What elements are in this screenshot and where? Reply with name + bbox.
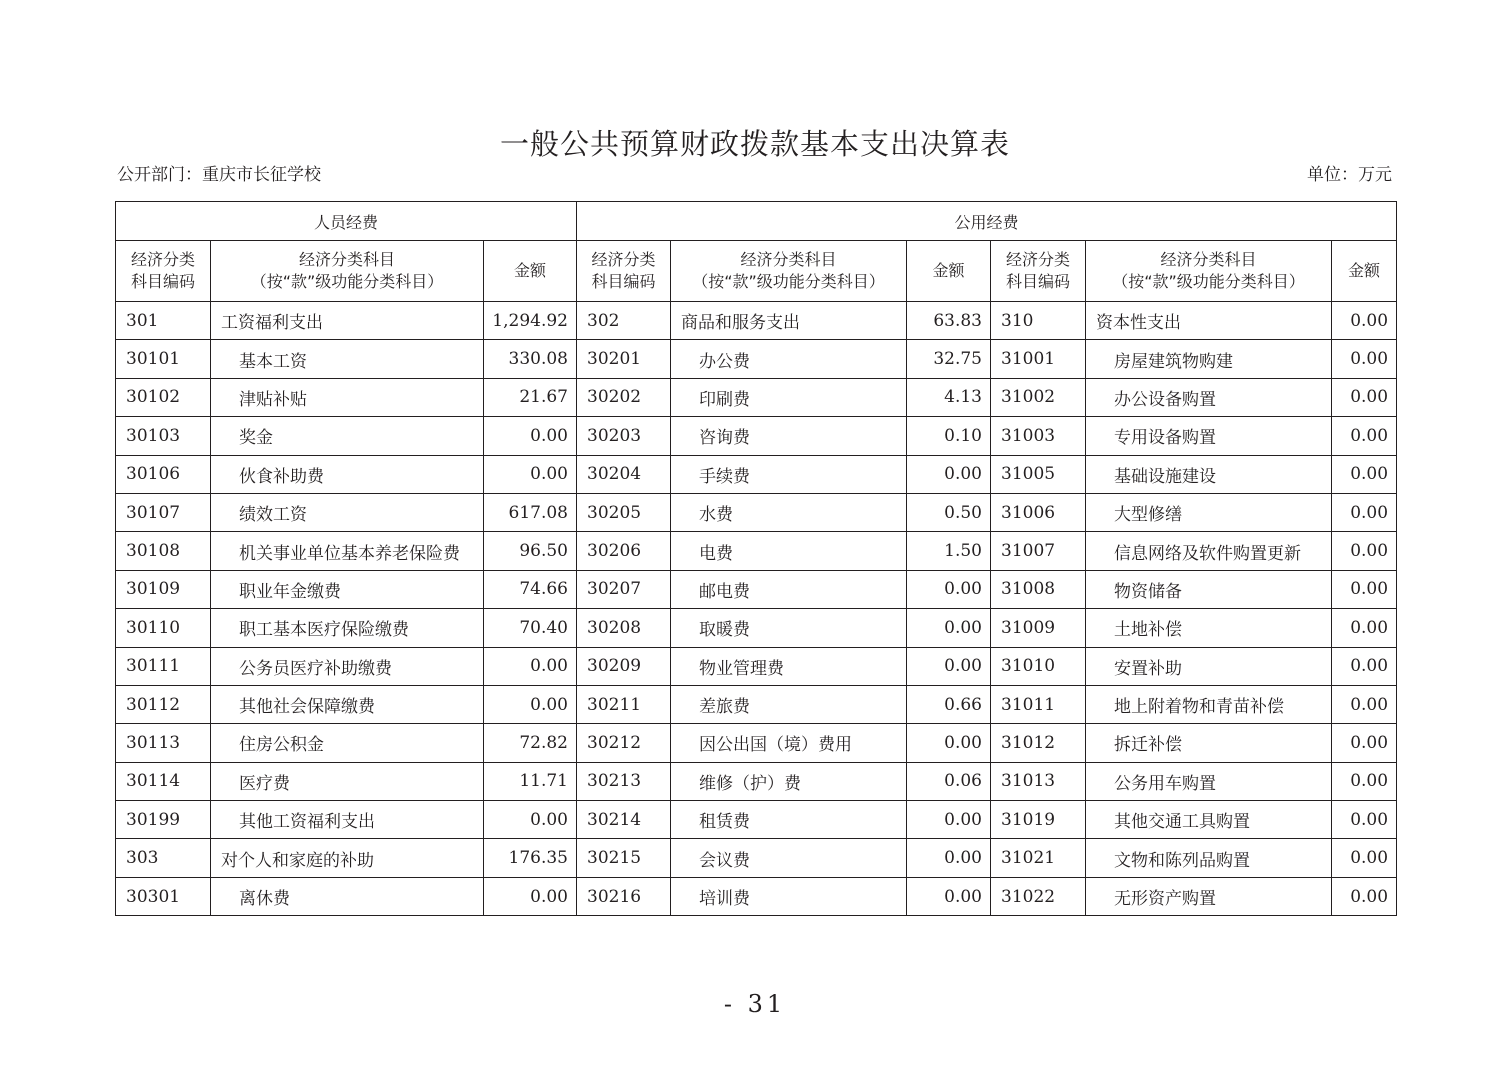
table-row bbox=[116, 455, 1397, 493]
cell-amount: 0.00 bbox=[484, 801, 577, 839]
cell-item-name: 其他工资福利支出 bbox=[211, 801, 484, 839]
table-row bbox=[116, 877, 1397, 915]
cell-code: 31011 bbox=[991, 685, 1086, 723]
cell-code: 30107 bbox=[116, 493, 211, 531]
cell-item-name: 商品和服务支出 bbox=[671, 302, 907, 340]
cell-code: 30208 bbox=[577, 609, 671, 647]
cell-item-name: 资本性支出 bbox=[1086, 302, 1332, 340]
cell-code: 31006 bbox=[991, 493, 1086, 531]
cell-item-name: 其他交通工具购置 bbox=[1086, 801, 1332, 839]
table-row bbox=[116, 493, 1397, 531]
cell-code: 31012 bbox=[991, 724, 1086, 762]
cell-item-name: 土地补偿 bbox=[1086, 609, 1332, 647]
cell-item-name: 租赁费 bbox=[671, 801, 907, 839]
cell-amount: 0.00 bbox=[907, 455, 991, 493]
cell-code: 30207 bbox=[577, 570, 671, 608]
cell-amount: 0.00 bbox=[484, 455, 577, 493]
cell-code: 30214 bbox=[577, 801, 671, 839]
cell-amount: 330.08 bbox=[484, 340, 577, 378]
table-row bbox=[116, 839, 1397, 877]
cell-item-name: 房屋建筑物购建 bbox=[1086, 340, 1332, 378]
cell-amount: 21.67 bbox=[484, 378, 577, 416]
cell-amount: 0.00 bbox=[1332, 685, 1397, 723]
cell-item-name: 拆迁补偿 bbox=[1086, 724, 1332, 762]
cell-amount: 0.66 bbox=[907, 685, 991, 723]
cell-code: 30114 bbox=[116, 762, 211, 800]
cell-amount: 0.00 bbox=[1332, 417, 1397, 455]
table-row bbox=[116, 609, 1397, 647]
cell-amount: 0.00 bbox=[1332, 647, 1397, 685]
cell-item-name: 公务员医疗补助缴费 bbox=[211, 647, 484, 685]
col-header-code-line2: 科目编码 bbox=[130, 272, 195, 291]
cell-item-name: 印刷费 bbox=[671, 378, 907, 416]
cell-item-name: 水费 bbox=[671, 493, 907, 531]
col-header-code bbox=[577, 241, 671, 302]
cell-item-name: 对个人和家庭的补助 bbox=[211, 839, 484, 877]
cell-amount: 0.00 bbox=[484, 417, 577, 455]
cell-item-name: 地上附着物和青苗补偿 bbox=[1086, 685, 1332, 723]
cell-amount: 0.00 bbox=[907, 570, 991, 608]
cell-amount: 0.00 bbox=[1332, 493, 1397, 531]
cell-amount: 0.00 bbox=[484, 877, 577, 915]
cell-item-name: 培训费 bbox=[671, 877, 907, 915]
table-row bbox=[116, 647, 1397, 685]
cell-item-name: 咨询费 bbox=[671, 417, 907, 455]
cell-code: 31007 bbox=[991, 532, 1086, 570]
cell-code: 30215 bbox=[577, 839, 671, 877]
budget-table bbox=[115, 201, 1397, 916]
cell-code: 30201 bbox=[577, 340, 671, 378]
cell-item-name: 津贴补贴 bbox=[211, 378, 484, 416]
cell-amount: 0.00 bbox=[1332, 570, 1397, 608]
col-header-amount: 金额 bbox=[484, 241, 577, 302]
cell-code: 30205 bbox=[577, 493, 671, 531]
cell-item-name: 办公费 bbox=[671, 340, 907, 378]
cell-amount: 0.00 bbox=[1332, 455, 1397, 493]
cell-item-name: 文物和陈列品购置 bbox=[1086, 839, 1332, 877]
col-header-code bbox=[991, 241, 1086, 302]
col-header-name bbox=[211, 241, 484, 302]
cell-item-name: 伙食补助费 bbox=[211, 455, 484, 493]
cell-amount: 0.00 bbox=[907, 647, 991, 685]
table-row bbox=[116, 801, 1397, 839]
cell-item-name: 奖金 bbox=[211, 417, 484, 455]
cell-item-name: 办公设备购置 bbox=[1086, 378, 1332, 416]
cell-amount: 0.50 bbox=[907, 493, 991, 531]
cell-item-name: 无形资产购置 bbox=[1086, 877, 1332, 915]
cell-item-name: 职工基本医疗保险缴费 bbox=[211, 609, 484, 647]
col-header-name-line1: 经济分类科目 bbox=[298, 250, 395, 269]
cell-code: 30112 bbox=[116, 685, 211, 723]
cell-code: 31008 bbox=[991, 570, 1086, 608]
cell-item-name: 信息网络及软件购置更新 bbox=[1086, 532, 1332, 570]
cell-code: 30212 bbox=[577, 724, 671, 762]
cell-code: 30213 bbox=[577, 762, 671, 800]
cell-code: 31010 bbox=[991, 647, 1086, 685]
cell-code: 31019 bbox=[991, 801, 1086, 839]
cell-amount: 96.50 bbox=[484, 532, 577, 570]
cell-code: 30202 bbox=[577, 378, 671, 416]
cell-amount: 11.71 bbox=[484, 762, 577, 800]
cell-code: 30109 bbox=[116, 570, 211, 608]
table-row bbox=[116, 340, 1397, 378]
cell-amount: 0.00 bbox=[1332, 378, 1397, 416]
cell-code: 30110 bbox=[116, 609, 211, 647]
cell-amount: 1.50 bbox=[907, 532, 991, 570]
cell-amount: 0.00 bbox=[1332, 532, 1397, 570]
cell-code: 30106 bbox=[116, 455, 211, 493]
cell-amount: 70.40 bbox=[484, 609, 577, 647]
cell-item-name: 机关事业单位基本养老保险费 bbox=[211, 532, 484, 570]
cell-code: 30206 bbox=[577, 532, 671, 570]
cell-amount: 63.83 bbox=[907, 302, 991, 340]
cell-item-name: 医疗费 bbox=[211, 762, 484, 800]
col-header-code-line2: 科目编码 bbox=[1005, 272, 1070, 291]
col-header-code-line1: 经济分类 bbox=[130, 250, 195, 269]
col-header-name bbox=[1086, 241, 1332, 302]
cell-code: 31002 bbox=[991, 378, 1086, 416]
cell-amount: 32.75 bbox=[907, 340, 991, 378]
col-header-name-line2: （按“款”级功能分类科目） bbox=[1112, 272, 1305, 291]
cell-code: 31001 bbox=[991, 340, 1086, 378]
table-row bbox=[116, 417, 1397, 455]
cell-amount: 176.35 bbox=[484, 839, 577, 877]
col-header-code-line2: 科目编码 bbox=[591, 272, 656, 291]
cell-amount: 1,294.92 bbox=[484, 302, 577, 340]
unit-label: 单位：万元 bbox=[1307, 165, 1392, 185]
cell-code: 31021 bbox=[991, 839, 1086, 877]
cell-item-name: 基础设施建设 bbox=[1086, 455, 1332, 493]
cell-code: 30301 bbox=[116, 877, 211, 915]
cell-code: 303 bbox=[116, 839, 211, 877]
cell-amount: 0.00 bbox=[907, 724, 991, 762]
col-header-amount: 金额 bbox=[907, 241, 991, 302]
cell-item-name: 取暖费 bbox=[671, 609, 907, 647]
cell-amount: 0.00 bbox=[1332, 762, 1397, 800]
table-row bbox=[116, 532, 1397, 570]
cell-code: 30211 bbox=[577, 685, 671, 723]
cell-amount: 0.00 bbox=[484, 647, 577, 685]
cell-amount: 4.13 bbox=[907, 378, 991, 416]
cell-item-name: 差旅费 bbox=[671, 685, 907, 723]
cell-item-name: 工资福利支出 bbox=[211, 302, 484, 340]
cell-item-name: 维修（护）费 bbox=[671, 762, 907, 800]
cell-code: 310 bbox=[991, 302, 1086, 340]
cell-item-name: 物业管理费 bbox=[671, 647, 907, 685]
page-title: 一般公共预算财政拨款基本支出决算表 bbox=[499, 127, 1010, 161]
cell-code: 30108 bbox=[116, 532, 211, 570]
cell-amount: 0.00 bbox=[484, 685, 577, 723]
col-header-name-line1: 经济分类科目 bbox=[1160, 250, 1257, 269]
cell-code: 31005 bbox=[991, 455, 1086, 493]
cell-code: 30216 bbox=[577, 877, 671, 915]
table-row bbox=[116, 570, 1397, 608]
cell-code: 30103 bbox=[116, 417, 211, 455]
cell-code: 30199 bbox=[116, 801, 211, 839]
cell-item-name: 电费 bbox=[671, 532, 907, 570]
cell-amount: 74.66 bbox=[484, 570, 577, 608]
department-label: 公开部门：重庆市长征学校 bbox=[117, 165, 321, 185]
col-header-code-line1: 经济分类 bbox=[591, 250, 656, 269]
cell-code: 30111 bbox=[116, 647, 211, 685]
cell-amount: 617.08 bbox=[484, 493, 577, 531]
table-row bbox=[116, 724, 1397, 762]
cell-amount: 0.00 bbox=[907, 877, 991, 915]
cell-code: 31013 bbox=[991, 762, 1086, 800]
cell-item-name: 公务用车购置 bbox=[1086, 762, 1332, 800]
cell-amount: 0.00 bbox=[907, 609, 991, 647]
cell-code: 30204 bbox=[577, 455, 671, 493]
cell-amount: 0.00 bbox=[1332, 724, 1397, 762]
table-row bbox=[116, 685, 1397, 723]
cell-amount: 0.00 bbox=[1332, 340, 1397, 378]
cell-amount: 72.82 bbox=[484, 724, 577, 762]
cell-amount: 0.00 bbox=[907, 839, 991, 877]
cell-code: 30209 bbox=[577, 647, 671, 685]
cell-item-name: 手续费 bbox=[671, 455, 907, 493]
cell-item-name: 离休费 bbox=[211, 877, 484, 915]
cell-amount: 0.00 bbox=[1332, 801, 1397, 839]
cell-item-name: 其他社会保障缴费 bbox=[211, 685, 484, 723]
cell-amount: 0.00 bbox=[1332, 302, 1397, 340]
col-header-code-line1: 经济分类 bbox=[1005, 250, 1070, 269]
col-header-name-line2: （按“款”级功能分类科目） bbox=[692, 272, 885, 291]
cell-item-name: 基本工资 bbox=[211, 340, 484, 378]
cell-code: 30102 bbox=[116, 378, 211, 416]
cell-code: 302 bbox=[577, 302, 671, 340]
cell-item-name: 安置补助 bbox=[1086, 647, 1332, 685]
cell-item-name: 专用设备购置 bbox=[1086, 417, 1332, 455]
cell-amount: 0.00 bbox=[1332, 839, 1397, 877]
page-number: - 31 bbox=[723, 990, 787, 1018]
cell-item-name: 会议费 bbox=[671, 839, 907, 877]
cell-item-name: 职业年金缴费 bbox=[211, 570, 484, 608]
cell-code: 301 bbox=[116, 302, 211, 340]
cell-code: 31003 bbox=[991, 417, 1086, 455]
cell-item-name: 大型修缮 bbox=[1086, 493, 1332, 531]
col-header-name-line2: （按“款”级功能分类科目） bbox=[250, 272, 444, 291]
cell-item-name: 邮电费 bbox=[671, 570, 907, 608]
cell-amount: 0.00 bbox=[907, 801, 991, 839]
cell-amount: 0.00 bbox=[1332, 877, 1397, 915]
cell-item-name: 住房公积金 bbox=[211, 724, 484, 762]
cell-code: 31022 bbox=[991, 877, 1086, 915]
cell-code: 31009 bbox=[991, 609, 1086, 647]
section-header-personnel: 人员经费 bbox=[116, 202, 577, 241]
cell-amount: 0.06 bbox=[907, 762, 991, 800]
cell-item-name: 因公出国（境）费用 bbox=[671, 724, 907, 762]
cell-code: 30101 bbox=[116, 340, 211, 378]
table-row bbox=[116, 378, 1397, 416]
cell-amount: 0.00 bbox=[1332, 609, 1397, 647]
col-header-code bbox=[116, 241, 211, 302]
cell-code: 30113 bbox=[116, 724, 211, 762]
cell-item-name: 绩效工资 bbox=[211, 493, 484, 531]
cell-amount: 0.10 bbox=[907, 417, 991, 455]
col-header-name-line1: 经济分类科目 bbox=[740, 250, 837, 269]
cell-item-name: 物资储备 bbox=[1086, 570, 1332, 608]
table-row bbox=[116, 302, 1397, 340]
cell-code: 30203 bbox=[577, 417, 671, 455]
col-header-name bbox=[671, 241, 907, 302]
col-header-amount: 金额 bbox=[1332, 241, 1397, 302]
table-row bbox=[116, 762, 1397, 800]
section-header-public: 公用经费 bbox=[577, 202, 1397, 241]
